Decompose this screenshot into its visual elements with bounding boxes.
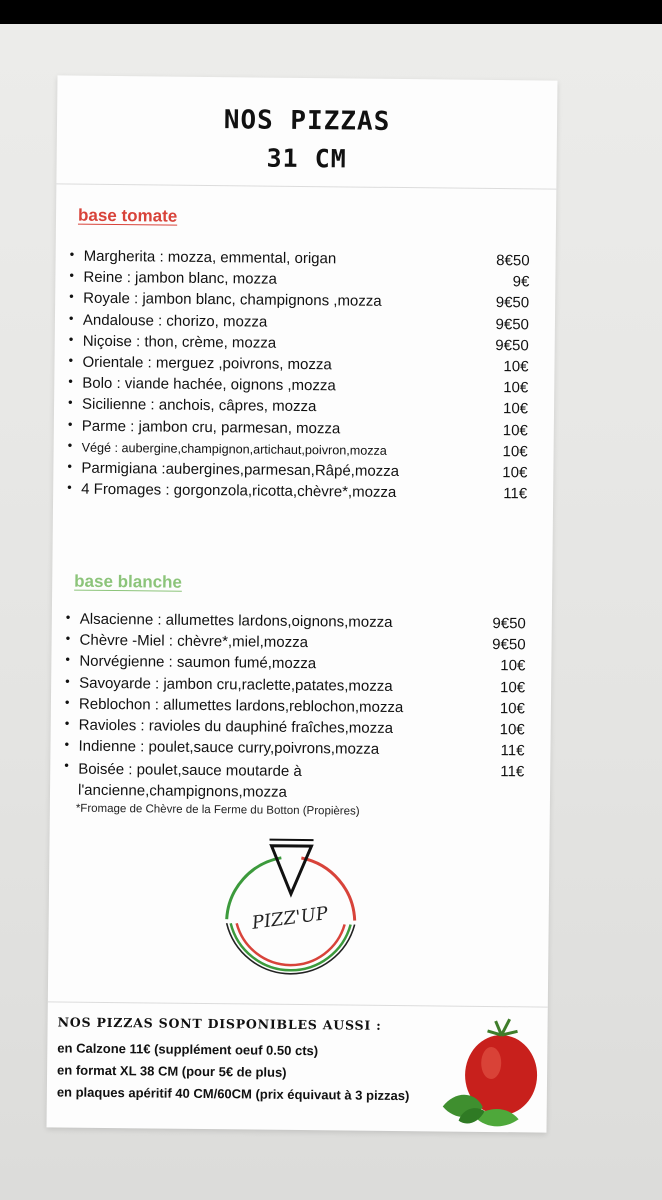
item-price: 9€50 (492, 636, 526, 654)
item-price: 10€ (502, 421, 528, 439)
item-price: 9€ (512, 273, 530, 291)
bullet-icon: • (67, 416, 73, 432)
item-price: 10€ (502, 463, 528, 482)
item-price: 9€50 (492, 614, 526, 633)
menu-item (64, 759, 524, 806)
bullet-icon: • (65, 609, 71, 625)
item-name: Niçoise : thon, crème, mozza (82, 332, 277, 352)
section-title-tomate: base tomate (77, 205, 178, 226)
availability-line: en Calzone 11€ (supplément oeuf 0.50 cts) (57, 1040, 319, 1059)
menu-subtitle: 31 CM (266, 143, 347, 174)
item-name: Margherita : mozza, emmental, origan (83, 247, 337, 268)
item-name: Royale : jambon blanc, champignons ,mozza (83, 290, 382, 311)
item-price: 10€ (500, 657, 526, 675)
menu-card (47, 75, 558, 1132)
item-name: Ravioles : ravioles du dauphiné fraîches,mozza (78, 716, 394, 737)
item-price: 10€ (502, 400, 529, 418)
bullet-icon: • (68, 394, 73, 410)
bullet-icon: • (67, 458, 73, 474)
bullet-icon: • (68, 331, 74, 347)
bullet-icon: • (64, 694, 70, 710)
footnote: *Fromage de Chèvre de la Ferme du Botton (Propières) (75, 802, 360, 818)
bullet-icon: • (69, 288, 74, 304)
item-name: Sicilienne : anchois, câpres, mozza (81, 395, 317, 416)
item-name: 4 Fromages : gorgonzola,ricotta,chèvre*,mozza (81, 480, 397, 502)
bullet-icon: • (64, 757, 69, 773)
item-name: Andalouse : chorizo, mozza (82, 311, 268, 331)
item-price: 10€ (499, 699, 526, 718)
item-price: 10€ (502, 442, 528, 461)
item-name: Reine : jambon blanc, mozza (83, 268, 277, 288)
tomato-pizza-list (67, 248, 530, 507)
item-price: 10€ (499, 721, 525, 739)
pizzup-logo (220, 827, 362, 988)
availability-title: NOS PIZZAS SONT DISPONIBLES AUSSI : (57, 1014, 382, 1033)
status-bar (0, 0, 662, 24)
item-price: 10€ (503, 379, 529, 397)
bullet-icon: • (65, 651, 71, 667)
bullet-icon: • (64, 736, 70, 752)
availability-line: en format XL 38 CM (pour 5€ de plus) (57, 1062, 287, 1080)
item-name: Végé : aubergine,champignon,artichaut,poivron,mozza (81, 440, 387, 458)
bullet-icon: • (65, 673, 70, 689)
item-name: Bolo : viande hachée, oignons ,mozza (82, 374, 336, 395)
item-name: Alsacienne : allumettes lardons,oignons,mozza (79, 610, 393, 631)
item-price: 11€ (503, 485, 528, 503)
bullet-icon: • (67, 479, 72, 495)
item-price: 11€ (500, 742, 525, 760)
section-title-blanche: base blanche (74, 571, 183, 592)
item-name: Norvégienne : saumon fumé,mozza (79, 653, 317, 673)
item-price: 9€50 (495, 336, 529, 355)
bullet-icon: • (64, 715, 70, 731)
availability-line: en plaques apéritif 40 CM/60CM (prix équivaut à 3 pizzas) (56, 1084, 410, 1104)
item-price: 10€ (503, 358, 529, 376)
item-name: Chèvre -Miel : chèvre*,miel,mozza (79, 631, 309, 652)
bullet-icon: • (69, 267, 75, 283)
bullet-icon: • (68, 352, 74, 368)
item-name: Parme : jambon cru, parmesan, mozza (81, 417, 341, 437)
bullet-icon: • (69, 246, 75, 262)
menu-item (67, 481, 527, 507)
menu-title: NOS PIZZAS (223, 105, 391, 137)
white-pizza-list (64, 611, 526, 806)
item-price: 8€50 (496, 252, 530, 270)
item-name: Indienne : poulet,sauce curry,poivrons,mozza (78, 737, 380, 758)
item-name: Savoyarde : jambon cru,raclette,patates,mozza (79, 674, 393, 695)
bullet-icon: • (68, 373, 73, 389)
item-name: Parmigiana :aubergines,parmesan,Râpé,mozza (81, 459, 400, 480)
bullet-icon: • (67, 437, 73, 453)
item-name: Orientale : merguez ,poivrons, mozza (82, 353, 332, 374)
menu-header (56, 75, 557, 189)
item-price: 11€ (500, 763, 525, 781)
bullet-icon: • (65, 630, 71, 646)
item-name: Boisée : poulet,sauce moutarde à l'ancienne,champignons,mozza (77, 760, 302, 802)
item-price: 9€50 (495, 294, 530, 312)
item-name: Reblochon : allumettes lardons,reblochon,mozza (78, 695, 404, 716)
tomato-basil-illustration (434, 1010, 543, 1131)
item-price: 9€50 (495, 315, 530, 333)
availability-box (46, 1001, 547, 1133)
bullet-icon: • (68, 310, 74, 326)
logo-text: PIZZ'UP (250, 903, 330, 934)
item-price: 10€ (500, 678, 526, 696)
